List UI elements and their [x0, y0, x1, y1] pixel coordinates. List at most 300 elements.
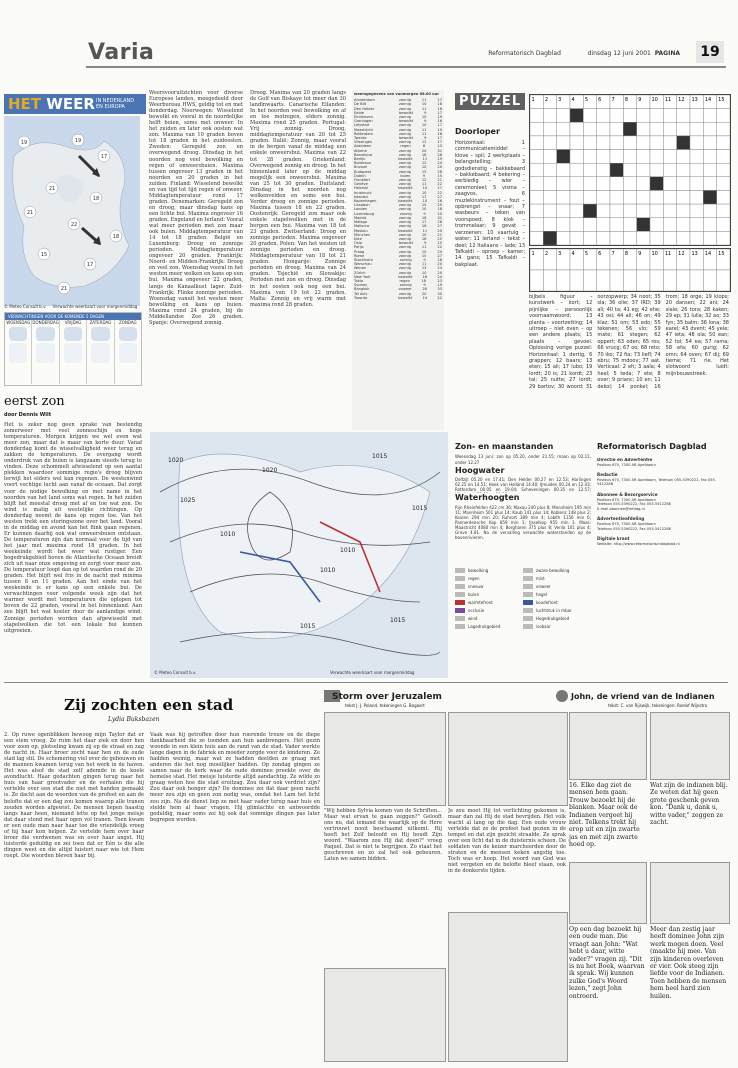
weather-table-cell: 20: [437, 211, 442, 216]
crossword-cell[interactable]: [597, 204, 610, 218]
map-temp: 17: [100, 154, 108, 160]
weather-table-cell: Innsbruck: [354, 190, 372, 195]
weather-table-cell: 30: [437, 291, 442, 296]
crossword-cell[interactable]: [637, 204, 650, 218]
crossword-cell[interactable]: [677, 150, 690, 164]
crossword-cell[interactable]: [677, 190, 690, 204]
crossword-cell[interactable]: [703, 218, 716, 232]
solution-cell[interactable]: [543, 270, 556, 291]
crossword-cell[interactable]: [637, 190, 650, 204]
grid-number: 9: [638, 97, 642, 103]
crossword-cell[interactable]: [610, 136, 623, 150]
crossword-cell[interactable]: [623, 163, 636, 177]
weather-table-cell: 19: [437, 115, 442, 120]
crossword-cell[interactable]: [570, 204, 583, 218]
weather-table-cell: zonnig: [398, 207, 411, 212]
crossword-cell[interactable]: [530, 122, 543, 136]
solution-cell[interactable]: [597, 270, 610, 291]
weather-table-cell: zonnig: [398, 253, 411, 258]
crossword-cell[interactable]: [557, 163, 570, 177]
crossword-cell[interactable]: [530, 109, 543, 123]
weather-table-cell: zonnig: [398, 194, 411, 199]
weather-table-cell: bewolkt: [398, 274, 413, 279]
crossword-cell[interactable]: [650, 163, 663, 177]
weather-table-cell: Lelystad: [354, 123, 370, 128]
weather-table-cell: 16: [437, 119, 442, 124]
crossword-cell[interactable]: [677, 109, 690, 123]
crossword-cell[interactable]: [703, 122, 716, 136]
crossword-cell[interactable]: [623, 218, 636, 232]
crossword-cell[interactable]: [597, 231, 610, 245]
crossword-cell[interactable]: [543, 218, 556, 232]
crossword-cell[interactable]: [677, 177, 690, 191]
crossword-cell[interactable]: [570, 150, 583, 164]
weather-table-cell: Maastricht: [354, 127, 373, 132]
solution-cell[interactable]: [583, 270, 596, 291]
crossword-cell[interactable]: [663, 150, 676, 164]
crossword-cell[interactable]: [543, 190, 556, 204]
crossword-cell[interactable]: [530, 136, 543, 150]
crossword-cell[interactable]: [557, 150, 570, 164]
weather-table-cell: 10: [422, 186, 428, 191]
weather-table-cell: 22: [437, 295, 442, 300]
crossword-cell[interactable]: [610, 122, 623, 136]
weather-table-cell: 9: [424, 119, 427, 124]
legend-label: zware bewolking: [536, 567, 570, 573]
crossword-cell[interactable]: [690, 136, 703, 150]
crossword-cell[interactable]: [530, 204, 543, 218]
crossword-cell[interactable]: [530, 163, 543, 177]
weather-table-cell: 11: [421, 98, 427, 103]
crossword-cell[interactable]: [690, 150, 703, 164]
weather-table-cell: zonnig: [399, 211, 412, 216]
crossword-cell[interactable]: [677, 163, 690, 177]
solution-cell[interactable]: [637, 270, 650, 291]
crossword-cell[interactable]: [610, 190, 623, 204]
weather-table-cell: Mallorca: [354, 224, 370, 229]
crossword-cell[interactable]: [557, 109, 570, 123]
crossword-cell[interactable]: [717, 136, 730, 150]
crossword-cell[interactable]: [530, 150, 543, 164]
isobar-label: 1015: [372, 453, 388, 460]
crossword-cell[interactable]: [623, 204, 636, 218]
crossword-cell[interactable]: [663, 109, 676, 123]
crossword-cell[interactable]: [623, 190, 636, 204]
crossword-cell[interactable]: [677, 204, 690, 218]
solution-number: 11: [664, 251, 672, 257]
map-temp: 21: [26, 210, 34, 216]
grid-number: 5: [584, 97, 589, 103]
weather-article-title: eerst zon: [4, 394, 65, 409]
crossword-cell[interactable]: [583, 204, 596, 218]
crossword-cell[interactable]: [610, 204, 623, 218]
weather-table-cell: Tel Aviv: [354, 291, 368, 296]
crossword-cell[interactable]: [703, 177, 716, 191]
weather-table-cell: zonnig: [398, 182, 411, 187]
crossword-cell[interactable]: [717, 231, 730, 245]
solution-cell[interactable]: [717, 270, 730, 291]
crossword-cell[interactable]: [583, 218, 596, 232]
crossword-cell[interactable]: [677, 218, 690, 232]
crossword-cell[interactable]: [690, 122, 703, 136]
legend-item: [523, 614, 591, 622]
crossword-cell[interactable]: [623, 109, 636, 123]
crossword-cell[interactable]: [597, 109, 610, 123]
crossword-cell[interactable]: [637, 109, 650, 123]
crossword-cell[interactable]: [623, 150, 636, 164]
comic-panel: [324, 712, 446, 806]
crossword-cell[interactable]: [717, 109, 730, 123]
solution-cell[interactable]: [530, 270, 543, 291]
weather-table-cell: zonnig: [398, 245, 411, 250]
weather-table-cell: Rotterdam: [354, 131, 373, 136]
map-temp: 21: [48, 186, 56, 192]
weather-table-cell: 9: [424, 136, 427, 141]
weather-table-cell: 16: [437, 199, 442, 204]
weather-table-cell: 20: [421, 148, 427, 153]
weather-table-cell: 20: [437, 228, 442, 233]
crossword-cell[interactable]: [717, 218, 730, 232]
weather-table-cell: Praag: [354, 249, 365, 254]
crossword-cell[interactable]: [690, 190, 703, 204]
crossword-cell[interactable]: [610, 109, 623, 123]
weather-table-cell: Tokio: [354, 278, 364, 283]
crossword-cell[interactable]: [677, 231, 690, 245]
comic-panel: [324, 968, 446, 1062]
crossword-cell[interactable]: [597, 177, 610, 191]
weather-table-cell: Bordeaux: [354, 161, 372, 166]
legend-item: [523, 582, 591, 590]
solution-grid[interactable]: [529, 248, 731, 292]
crossword-cell[interactable]: [597, 136, 610, 150]
weather-table-cell: bewolkt: [399, 241, 414, 246]
isobar-label: 1010: [320, 567, 336, 574]
thunder-icon: [523, 584, 533, 589]
crossword-cell[interactable]: [557, 190, 570, 204]
crossword-cell[interactable]: [570, 231, 583, 245]
crossword-cell[interactable]: [637, 177, 650, 191]
weather-table-cell: zonnig: [398, 236, 411, 241]
comic-panel: [650, 862, 730, 924]
crossword-cell[interactable]: [597, 150, 610, 164]
crossword-cell[interactable]: [690, 204, 703, 218]
crossword-cell[interactable]: [543, 163, 556, 177]
crossword-cell[interactable]: [543, 136, 556, 150]
weather-table-cell: 24: [437, 274, 442, 279]
crossword-cell[interactable]: [663, 122, 676, 136]
crossword-cell[interactable]: [717, 163, 730, 177]
legend-item: [523, 598, 591, 606]
weather-table-cell: 16: [437, 106, 442, 111]
crossword-cell[interactable]: [543, 231, 556, 245]
crossword-cell[interactable]: [597, 122, 610, 136]
weather-table-cell: 17: [421, 220, 427, 225]
crossword-cell[interactable]: [583, 231, 596, 245]
crossword-cell[interactable]: [663, 204, 676, 218]
crossword-cell[interactable]: [610, 150, 623, 164]
crossword-cell[interactable]: [677, 122, 690, 136]
crossword-cell[interactable]: [597, 163, 610, 177]
crossword-cell[interactable]: [623, 231, 636, 245]
legend-label: regen: [468, 575, 480, 581]
solution-cell[interactable]: [663, 270, 676, 291]
crossword-cell[interactable]: [557, 218, 570, 232]
crossword-cell[interactable]: [543, 109, 556, 123]
weather-table-cell: 10: [421, 270, 427, 275]
crossword-cell[interactable]: [637, 122, 650, 136]
weather-table-cell: 11: [421, 106, 427, 111]
weather-table-cell: 27: [437, 253, 442, 258]
warm-front-icon: [455, 600, 465, 605]
crossword-cell[interactable]: [703, 231, 716, 245]
crossword-cell[interactable]: [703, 109, 716, 123]
water-levels-text: Rijn Rheinfelden 422 cm 36; Maxau 240 plus 8; Mannheim 195 min 11; Mannheim 501 plus 14; Kaub 141 plus 14; Koblenz 148 plus 2; Keulen 294 min 20; Ruhrort 389 min 4; Lobith 1156 min 6; Pannerdensche Kop 859 min 1; IJsselkop 955 min 3. Maas: Maastricht 4080 min 4; Borgharen 375 plus 8; Venlo 101 plus 4; Grave 4.81. Na de vervalling verwachte waterstanden op de bovenrivieren.: [455, 505, 591, 540]
comic-verse: Meer dan zestig jaar heeft dominee John zijn werk mogen doen. Veel (maakte hij mee. Van zijn kinderen overleven er vier. Ook steeg zijn liefde voor de Indianen. Toen hebben de mensen hem heel hard zien huilen.: [650, 926, 727, 1000]
weather-table-cell: zonnig: [398, 152, 411, 157]
crossword-cell[interactable]: [530, 218, 543, 232]
solution-cell[interactable]: [650, 270, 663, 291]
crossword-grid[interactable]: [529, 94, 731, 246]
crossword-cell[interactable]: [637, 163, 650, 177]
solution-number: 6: [598, 251, 602, 257]
crossword-cell[interactable]: [543, 150, 556, 164]
weather-table-row: [352, 296, 444, 300]
crossword-cell[interactable]: [610, 177, 623, 191]
weather-table-cell: 20: [437, 165, 442, 170]
weather-table-cell: 26: [422, 287, 427, 292]
crossword-cell[interactable]: [570, 190, 583, 204]
crossword-cell[interactable]: [703, 190, 716, 204]
crossword-cell[interactable]: [597, 190, 610, 204]
grid-number: 4: [571, 97, 575, 103]
crossword-cell[interactable]: [650, 204, 663, 218]
crossword-cell[interactable]: [717, 190, 730, 204]
serial-author: Lydia Buksbazen: [108, 716, 160, 723]
legend-label: wind: [468, 615, 478, 621]
weather-table-cell: 15: [421, 203, 427, 208]
crossword-cell[interactable]: [663, 136, 676, 150]
weather-table-header: weersgegevens van vanmorgen 08.00 uur: [354, 92, 440, 96]
isobar-label: 1020: [262, 467, 278, 474]
weather-table-cell: 25: [437, 203, 442, 208]
crossword-cell[interactable]: [690, 177, 703, 191]
weather-table-cell: 9: [423, 211, 426, 216]
isobar-label: 1020: [168, 457, 184, 464]
crossword-cell[interactable]: [663, 190, 676, 204]
crossword-cell[interactable]: [543, 177, 556, 191]
forecast-day: [115, 320, 141, 384]
header-rule: [86, 66, 726, 68]
snow-icon: [455, 584, 465, 589]
crossword-cell[interactable]: [637, 218, 650, 232]
crossword-cell[interactable]: [597, 218, 610, 232]
crossword-cell[interactable]: [690, 231, 703, 245]
weather-table-cell: 20: [437, 249, 442, 254]
colofon-link[interactable]: E-mail abonnee@refdag.nl: [597, 506, 645, 511]
crossword-cell[interactable]: [677, 136, 690, 150]
crossword-cell[interactable]: [583, 122, 596, 136]
grid-number: 10: [651, 97, 658, 103]
weather-table-cell: Istanbul: [354, 194, 369, 199]
cold-front-icon: [523, 600, 533, 605]
crossword-cell[interactable]: [650, 109, 663, 123]
crossword-cell[interactable]: [583, 109, 596, 123]
weather-table-cell: 17: [437, 98, 442, 103]
crossword-cell[interactable]: [557, 177, 570, 191]
crossword-cell[interactable]: [557, 136, 570, 150]
crossword-cell[interactable]: [650, 190, 663, 204]
weather-table-cell: zonnig: [398, 98, 411, 103]
crossword-cell[interactable]: [650, 231, 663, 245]
crossword-cell[interactable]: [570, 122, 583, 136]
crossword-cell[interactable]: [637, 136, 650, 150]
weather-table-cell: 19: [437, 157, 442, 162]
solution-grid-svg: [530, 249, 730, 291]
crossword-cell[interactable]: [583, 177, 596, 191]
solution-cell[interactable]: [690, 270, 703, 291]
weather-table-cell: onweer: [398, 287, 412, 292]
weather-table-cell: zonnig: [398, 106, 411, 111]
crossword-cell[interactable]: [637, 150, 650, 164]
crossword-cell[interactable]: [663, 163, 676, 177]
weather-table-cell: Eindhoven: [354, 115, 373, 120]
solution-cell[interactable]: [623, 270, 636, 291]
map-credit: © Meteo Consult b.v.: [4, 304, 47, 309]
weather-table-cell: Frankfort: [354, 178, 371, 183]
colofon-link[interactable]: Website: http://www.reformatorischdagblad.nl: [597, 541, 680, 546]
grid-number: 14: [704, 97, 712, 103]
weather-table-cell: 11: [421, 245, 427, 250]
weather-table-cell: 33: [437, 287, 442, 292]
crossword-cell[interactable]: [703, 163, 716, 177]
colofon-line: Telefoon 055-5390222, Fax 055-5412288: [597, 502, 671, 507]
weather-table-cell: zonnig: [398, 127, 411, 132]
crossword-cell[interactable]: [530, 177, 543, 191]
crossword-cell[interactable]: [623, 177, 636, 191]
crossword-cell[interactable]: [623, 122, 636, 136]
crossword-cell[interactable]: [690, 163, 703, 177]
crossword-cell[interactable]: [717, 150, 730, 164]
crossword-cell[interactable]: [663, 231, 676, 245]
forecast-day: [5, 320, 32, 384]
crossword-cell[interactable]: [557, 231, 570, 245]
crossword-cell[interactable]: [650, 218, 663, 232]
crossword-cell[interactable]: [703, 150, 716, 164]
pressure-map-credit: © Meteo Consult b.v.: [154, 670, 197, 675]
heavy-cloud-icon: [523, 568, 533, 573]
crossword-cell[interactable]: [690, 218, 703, 232]
grid-number: 7: [611, 97, 615, 103]
solution-cell[interactable]: [570, 270, 583, 291]
grid-number: 11: [664, 97, 672, 103]
crossword-cell[interactable]: [650, 177, 663, 191]
solution-cell[interactable]: [677, 270, 690, 291]
solution-cell[interactable]: [610, 270, 623, 291]
crossword-cell[interactable]: [703, 204, 716, 218]
crossword-cell[interactable]: [570, 218, 583, 232]
legend-label: koudefront: [536, 599, 558, 605]
crossword-cell[interactable]: [530, 190, 543, 204]
crossword-cell[interactable]: [583, 163, 596, 177]
map-caption-text: Verwachte weerkaart voor morgenmiddag: [52, 304, 138, 309]
weather-table-cell: 10: [421, 249, 427, 254]
weather-table-cell: Helsinki: [354, 186, 369, 191]
crossword-cell[interactable]: [570, 177, 583, 191]
crossword-cell[interactable]: [690, 109, 703, 123]
crossword-cell[interactable]: [703, 136, 716, 150]
crossword-cell[interactable]: [530, 231, 543, 245]
grid-number: 3: [558, 97, 562, 103]
sun-moon-text: Woensdag 13 juni: zon op 05.20, onder 21.55; maan op 02.11, onder 12.27: [455, 454, 591, 466]
crossword-cell[interactable]: [623, 136, 636, 150]
weather-table-cell: Nice: [354, 236, 362, 241]
weather-banner-left: HET: [8, 95, 42, 113]
crossword-cell[interactable]: [650, 150, 663, 164]
weather-table-cell: zonnig: [398, 262, 411, 267]
weather-table-cell: 10: [421, 207, 427, 212]
crossword-cell[interactable]: [637, 231, 650, 245]
europe-map-svg: [4, 116, 140, 306]
weather-table-cell: Londen: [354, 207, 368, 212]
crossword-cell[interactable]: [570, 163, 583, 177]
weather-table-rows: [352, 98, 444, 300]
map-temp: 15: [40, 252, 48, 258]
weather-table-cell: 16: [421, 224, 427, 229]
solution-cell[interactable]: [703, 270, 716, 291]
comic-panel: [569, 862, 647, 924]
crossword-cell[interactable]: [717, 122, 730, 136]
crossword-cell[interactable]: [717, 177, 730, 191]
weather-table-cell: Parijs: [354, 245, 364, 250]
section-title: Varia: [88, 40, 155, 65]
crossword-cell[interactable]: [610, 218, 623, 232]
weather-table-cell: 11: [422, 157, 428, 162]
crossword-cell[interactable]: [650, 122, 663, 136]
crossword-cell[interactable]: [543, 204, 556, 218]
weather-table-cell: 15: [421, 169, 427, 174]
map-temp: 17: [86, 262, 94, 268]
weather-table-cell: 17: [437, 136, 442, 141]
crossword-cell[interactable]: [583, 136, 596, 150]
crossword-cell[interactable]: [557, 122, 570, 136]
crossword-cell[interactable]: [650, 136, 663, 150]
crossword-cell[interactable]: [717, 204, 730, 218]
weather-table-cell: 27: [437, 194, 442, 199]
weather-table-cell: München: [354, 232, 371, 237]
weather-table-cell: zonnig: [398, 220, 411, 225]
crossword-cell[interactable]: [663, 177, 676, 191]
solution-number: 3: [558, 251, 562, 257]
weather-table-cell: Zürich: [354, 270, 366, 275]
crossword-cell[interactable]: [610, 231, 623, 245]
weather-table-cell: New York: [354, 274, 371, 279]
legend-label: mist: [536, 575, 545, 581]
weather-table-cell: zonnig: [398, 161, 411, 166]
crossword-cell[interactable]: [610, 163, 623, 177]
crossword-cell[interactable]: [570, 109, 583, 123]
puzzle-name: Doorloper: [455, 127, 500, 136]
section-divider: [4, 682, 728, 683]
crossword-cell[interactable]: [583, 150, 596, 164]
crossword-cell[interactable]: [663, 218, 676, 232]
solution-cell[interactable]: [557, 270, 570, 291]
weather-table-cell: 11: [421, 131, 427, 136]
crossword-cell[interactable]: [583, 190, 596, 204]
crossword-cell[interactable]: [570, 136, 583, 150]
crossword-cell[interactable]: [557, 204, 570, 218]
legend-item: [523, 574, 591, 582]
crossword-cell[interactable]: [543, 122, 556, 136]
